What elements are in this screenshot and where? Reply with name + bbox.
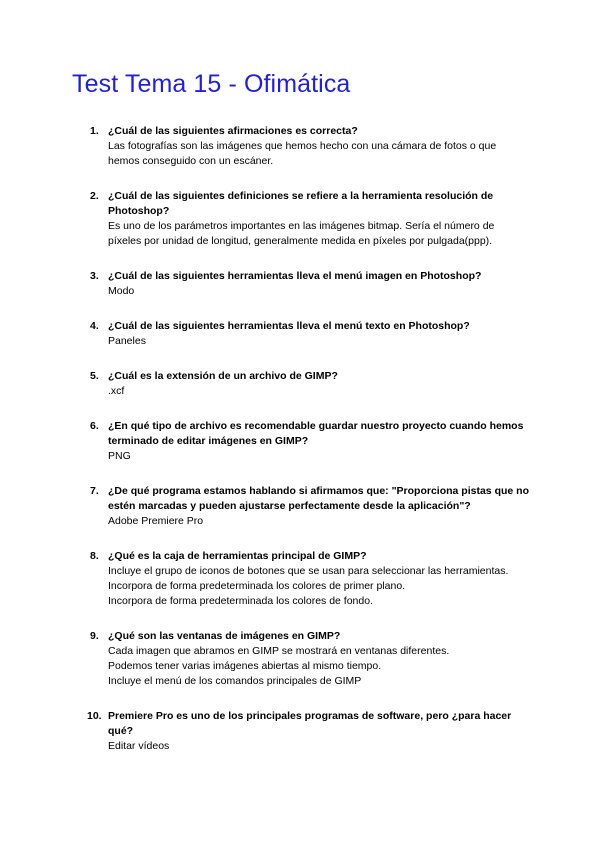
answer-text: Incluye el menú de los comandos principales de GIMP <box>108 675 362 687</box>
question-item-2 <box>90 189 530 249</box>
question-number: 6. <box>90 420 99 432</box>
answer-text: Editar vídeos <box>108 740 170 752</box>
question-text: ¿Cuál de las siguientes definiciones se refiere a la herramienta resolución de Photoshop? <box>108 190 494 217</box>
page-title: Test Tema 15 - Ofimática <box>72 70 351 98</box>
question-item-5 <box>90 369 530 399</box>
question-item-9 <box>90 629 530 689</box>
question-text: ¿Cuál es la extensión de un archivo de GIMP? <box>108 370 338 382</box>
answer-text: Incorpora de forma predeterminada los colores de fondo. <box>108 595 373 607</box>
question-number: 3. <box>90 270 99 282</box>
answer-text: Modo <box>108 285 135 297</box>
question-text: ¿Cuál de las siguientes afirmaciones es correcta? <box>108 125 358 137</box>
question-number: 1. <box>90 125 99 137</box>
answer-text: Podemos tener varias imágenes abiertas al mismo tiempo. <box>108 660 382 672</box>
question-list <box>87 124 530 774</box>
question-item-10 <box>87 709 530 754</box>
question-text: ¿Cuál de las siguientes herramientas lleva el menú texto en Photoshop? <box>108 320 470 332</box>
answer-text: Paneles <box>108 335 146 347</box>
answer-text: Las fotografías son las imágenes que hemos hecho con una cámara de fotos o que hemos conseguido con un escáner. <box>108 140 497 167</box>
question-item-3 <box>90 269 530 299</box>
question-text: ¿Qué son las ventanas de imágenes en GIMP? <box>108 630 341 642</box>
question-number: 10. <box>87 710 102 722</box>
question-number: 9. <box>90 630 99 642</box>
question-text: ¿Cuál de las siguientes herramientas lleva el menú imagen en Photoshop? <box>108 270 482 282</box>
question-number: 7. <box>90 485 99 497</box>
question-number: 5. <box>90 370 99 382</box>
question-text: ¿De qué programa estamos hablando si afirmamos que: "Proporciona pistas que no estén marcadas y pueden ajustarse perfectamente desde la aplicación"? <box>108 485 529 512</box>
question-item-4 <box>90 319 530 349</box>
question-text: ¿En qué tipo de archivo es recomendable guardar nuestro proyecto cuando hemos terminado de editar imágenes en GIMP? <box>108 420 524 447</box>
question-number: 4. <box>90 320 99 332</box>
answer-text: Adobe Premiere Pro <box>108 515 204 527</box>
answer-text: PNG <box>108 450 131 462</box>
question-text: ¿Qué es la caja de herramientas principal de GIMP? <box>108 550 367 562</box>
answer-text: Es uno de los parámetros importantes en las imágenes bitmap. Sería el número de píxeles por unidad de longitud, generalmente medida en píxeles por pulgada(ppp). <box>108 220 495 247</box>
answer-text: .xcf <box>108 385 125 397</box>
question-item-7 <box>90 484 530 529</box>
question-text: Premiere Pro es uno de los principales programas de software, pero ¿para hacer qué? <box>108 710 512 737</box>
answer-text: Cada imagen que abramos en GIMP se mostrará en ventanas diferentes. <box>108 645 450 657</box>
question-number: 2. <box>90 190 99 202</box>
answer-text: Incorpora de forma predeterminada los colores de primer plano. <box>108 580 406 592</box>
question-item-8 <box>90 549 530 609</box>
question-item-1 <box>90 124 530 169</box>
question-number: 8. <box>90 550 99 562</box>
question-item-6 <box>90 419 530 464</box>
answer-text: Incluye el grupo de iconos de botones que se usan para seleccionar las herramientas. <box>108 565 509 577</box>
